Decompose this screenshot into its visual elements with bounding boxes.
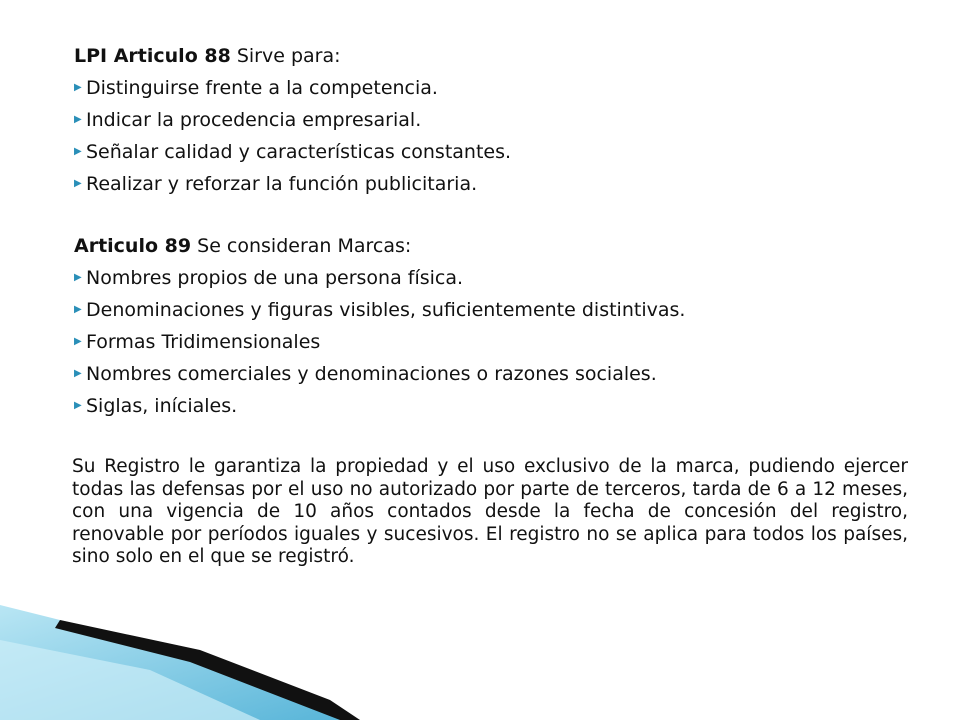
list-item: ▶ Realizar y reforzar la función publicitaria. xyxy=(74,168,511,200)
list-item: ▶ Indicar la procedencia empresarial. xyxy=(74,104,511,136)
list-item: ▶ Nombres propios de una persona física. xyxy=(74,262,685,294)
triangle-right-icon: ▶ xyxy=(74,178,82,189)
triangle-right-icon: ▶ xyxy=(74,304,82,315)
triangle-right-icon: ▶ xyxy=(74,336,82,347)
triangle-right-icon: ▶ xyxy=(74,146,82,157)
section1-list xyxy=(74,72,511,200)
triangle-right-icon: ▶ xyxy=(74,400,82,411)
triangle-right-icon: ▶ xyxy=(74,82,82,93)
section2-list xyxy=(74,262,685,422)
registration-paragraph: Su Registro le garantiza la propiedad y el uso exclusivo de la marca, pudiendo ejercer todas las defensas por el uso no autorizado por parte de terceros, tarda de 6 a 12 meses, con una vigencia de 10 años contados desde la fecha de concesión del registro, renovable por períodos iguales y sucesivos. El registro no se aplica para todos los países, sino solo en el que se registró. xyxy=(72,456,908,567)
triangle-right-icon: ▶ xyxy=(74,368,82,379)
list-item: ▶ Formas Tridimensionales xyxy=(74,326,685,358)
triangle-right-icon: ▶ xyxy=(74,272,82,283)
section2-heading: Articulo 89 Se consideran Marcas: xyxy=(74,235,412,257)
list-item: ▶ Denominaciones y figuras visibles, suficientemente distintivas. xyxy=(74,294,685,326)
list-item: ▶ Distinguirse frente a la competencia. xyxy=(74,72,511,104)
list-item: ▶ Señalar calidad y características constantes. xyxy=(74,136,511,168)
triangle-right-icon: ▶ xyxy=(74,114,82,125)
list-item: ▶ Nombres comerciales y denominaciones o razones sociales. xyxy=(74,358,685,390)
list-item: ▶ Siglas, iníciales. xyxy=(74,390,685,422)
section1-heading: LPI Articulo 88 Sirve para: xyxy=(74,45,341,67)
